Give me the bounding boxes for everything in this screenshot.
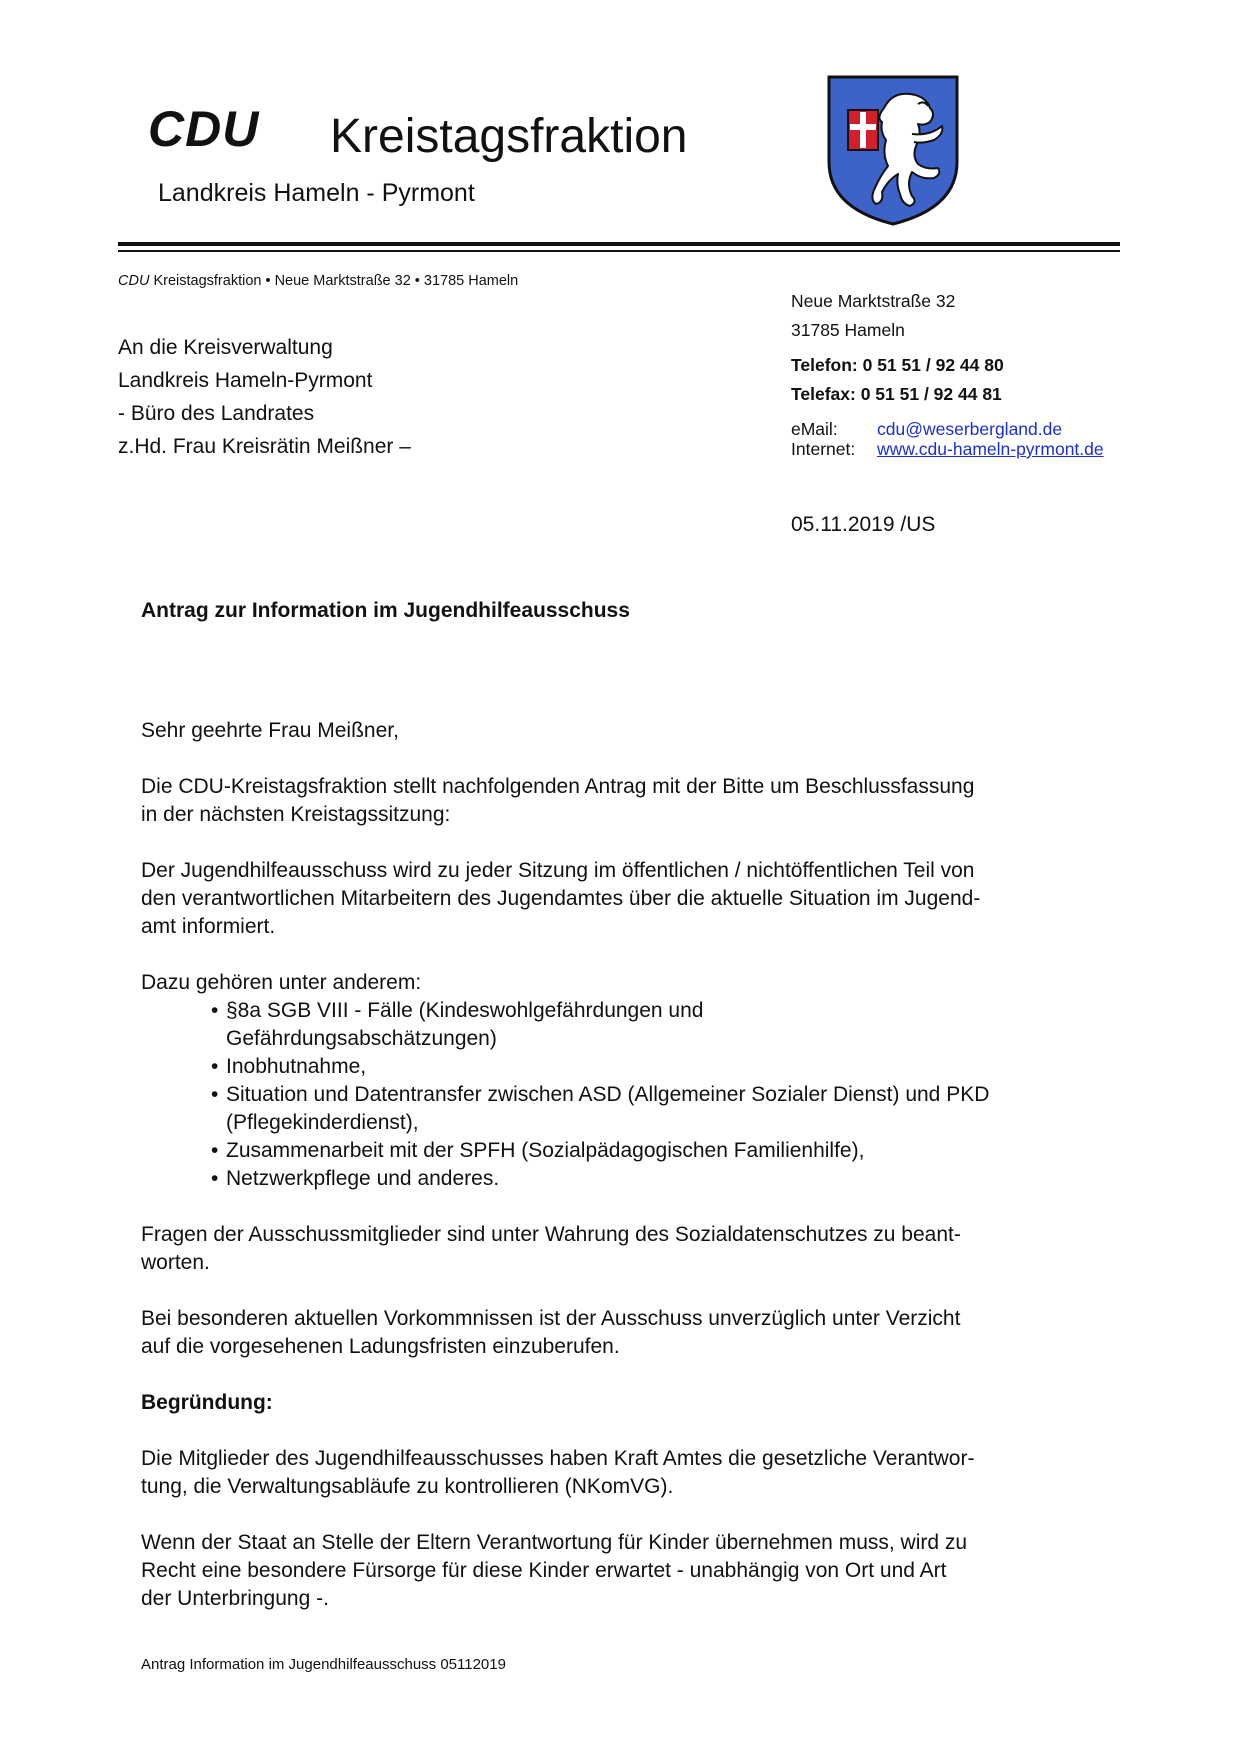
contact-fax: Telefax: 0 51 51 / 92 44 81 [791,384,1002,404]
text-line: amt informiert. [141,915,276,938]
text-line: in der nächsten Kreistagssitzung: [141,803,451,826]
recipient-line: - Büro des Landrates [118,402,315,425]
recipient-address [118,331,411,463]
paragraph-questions [141,1221,1136,1277]
paragraph-responsibility [141,1445,1136,1501]
text-line: • Zusammenarbeit mit der SPFH (Sozialpädagogischen Familienhilfe), [226,1139,865,1162]
list-item [211,997,1136,1053]
header-rule-thin [118,250,1120,252]
recipient-line: Landkreis Hameln-Pyrmont [118,369,373,392]
brand-subtitle: Landkreis Hameln - Pyrmont [158,179,475,207]
contact-city: 31785 Hameln [791,320,905,340]
text-line: Fragen der Ausschussmitglieder sind unter Wahrung des Sozialdatenschutzes zu beant- [141,1223,961,1246]
text-line: tung, die Verwaltungsabläufe zu kontrollieren (NKomVG). [141,1475,674,1498]
sender-address: Kreistagsfraktion • Neue Marktstraße 32 • 31785 Hameln [149,273,519,289]
letter-date: 05.11.2019 /US [791,513,936,536]
paragraph-state-care [141,1529,1136,1613]
paragraph-request [141,773,1136,829]
salutation: Sehr geehrte Frau Meißner, [141,719,399,742]
list-item [211,1165,1136,1193]
internet-label: Internet: [791,439,856,459]
email-label: eMail: [791,419,838,439]
text-line: • §8a SGB VIII - Fälle (Kindeswohlgefährdungen und [226,999,704,1022]
header-rule [118,242,1120,246]
text-line: den verantwortlichen Mitarbeitern des Jugendamtes über die aktuelle Situation im Jugend- [141,887,981,910]
text-line: Bei besonderen aktuellen Vorkommnissen ist der Ausschuss unverzüglich unter Verzicht [141,1307,961,1330]
website-link[interactable]: www.cdu-hameln-pyrmont.de [877,439,1104,459]
brand-title: Kreistagsfraktion [330,110,688,163]
paragraph-incidents [141,1305,1136,1361]
recipient-line: An die Kreisverwaltung [118,336,333,359]
list-item [211,1137,1136,1165]
topics-list [141,997,1136,1193]
recipient-line: z.Hd. Frau Kreisrätin Meißner – [118,435,411,458]
letter-subject: Antrag zur Information im Jugendhilfeausschuss [141,599,630,622]
text-line: Gefährdungsabschätzungen) [226,1027,497,1050]
text-line: • Netzwerkpflege und anderes. [226,1167,500,1190]
paragraph-motion [141,857,1136,941]
text-line: (Pflegekinderdienst), [226,1111,419,1134]
list-item [211,1053,1136,1081]
contact-street: Neue Marktstraße 32 [791,291,956,311]
text-line: Der Jugendhilfeausschuss wird zu jeder Sitzung im öffentlichen / nichtöffentlichen Teil von [141,859,975,882]
contact-block [791,287,1004,409]
contact-phone: Telefon: 0 51 51 / 92 44 80 [791,355,1004,375]
contact-links [791,419,1104,459]
text-line: Die Mitglieder des Jugendhilfeausschusses haben Kraft Amtes die gesetzliche Verantwor- [141,1447,975,1470]
text-line: • Inobhutnahme, [226,1055,367,1078]
coat-of-arms-icon [826,74,960,226]
text-line: Wenn der Staat an Stelle der Eltern Verantwortung für Kinder übernehmen muss, wird zu [141,1531,968,1554]
text-line: worten. [141,1251,210,1274]
list-item [211,1081,1136,1137]
list-intro: Dazu gehören unter anderem: [141,971,422,994]
letter-body [141,717,1136,1613]
text-line: Die CDU-Kreistagsfraktion stellt nachfolgenden Antrag mit der Bitte um Beschlussfassung [141,775,975,798]
text-line: der Unterbringung -. [141,1587,329,1610]
text-line: Recht eine besondere Fürsorge für diese Kinder erwartet - unabhängig von Ort und Art [141,1559,947,1582]
sender-org: CDU [118,273,150,289]
footer-filename: Antrag Information im Jugendhilfeausschuss 05112019 [141,1656,506,1673]
reason-heading: Begründung: [141,1391,273,1414]
brand-cdu: CDU [148,101,260,157]
sender-line [118,274,518,289]
text-line: auf die vorgesehenen Ladungsfristen einzuberufen. [141,1335,620,1358]
email-link[interactable]: cdu@weserbergland.de [877,419,1063,439]
text-line: • Situation und Datentransfer zwischen ASD (Allgemeiner Sozialer Dienst) und PKD [226,1083,990,1106]
